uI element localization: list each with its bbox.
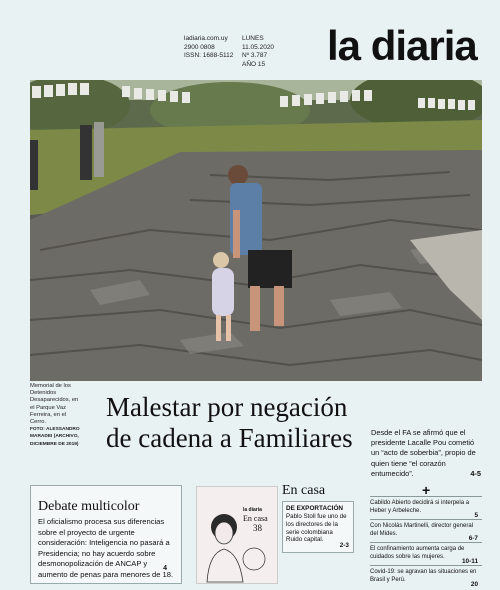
lede-text: Desde el FA se afirmó que el presidente Lacalle Pou cometió un “acto de soberbia”, propio de quien tiene “el corazón entumecido”. xyxy=(371,428,476,478)
date: 11.05.2020 xyxy=(242,43,275,51)
weekday: LUNES xyxy=(242,35,264,42)
index-item[interactable] xyxy=(370,542,482,566)
main-headline[interactable]: Malestar por negación de cadena a Familiares xyxy=(106,392,353,453)
site-url: ladiaria.com.uy xyxy=(184,35,228,42)
photo-credit: FOTO: ALESSANDRO MARADEI (ARCHIVO, DICIEMBRE DE 2019) xyxy=(30,427,80,447)
photo-caption xyxy=(30,383,82,448)
encasa-desc: Pablo Stoll fue uno de los directores de la serie colombiana Ruido capital. xyxy=(286,513,347,544)
encasa-kicker: DE EXPORTACIÓN xyxy=(286,505,344,512)
caption-text: Memorial de los Detenidos Desaparecidos, en el Parque Vaz Ferreira, en el Cerro. xyxy=(30,383,79,426)
debate-title: Debate multicolor xyxy=(38,499,140,514)
cover-number: 38 xyxy=(253,523,262,533)
encasa-box[interactable] xyxy=(282,501,354,553)
plus-icon: + xyxy=(422,482,431,498)
index-item[interactable] xyxy=(370,519,482,543)
index-text: El confinamiento aumenta carga de cuidados sobre las mujeres. xyxy=(370,546,465,560)
masthead-contact xyxy=(184,35,233,61)
index-text: Con Nicolás Martinelli, director general del Mides. xyxy=(370,523,474,537)
main-photo xyxy=(30,80,482,381)
cover-title: En casa xyxy=(243,514,268,523)
encasa-cover[interactable] xyxy=(196,486,278,584)
index-page: 6-7 xyxy=(468,535,478,543)
index-text: Covid-19: se agravan las situaciones en Brasil y Perú. xyxy=(370,569,477,583)
issue-number: Nº 3.787 xyxy=(242,52,268,60)
cover-portrait-illustration xyxy=(197,487,277,583)
phone: 2900 0808 xyxy=(184,43,215,51)
index-page: 20 xyxy=(470,581,478,589)
index-page: 5 xyxy=(474,512,478,520)
index-item[interactable] xyxy=(370,496,482,520)
index-page: 10-11 xyxy=(462,558,478,566)
masthead-date xyxy=(242,35,274,69)
debate-box[interactable] xyxy=(30,485,182,584)
lede-pages: 4-5 xyxy=(470,468,481,478)
memorial-photo-illustration xyxy=(30,80,482,381)
encasa-pages: 2-3 xyxy=(339,542,349,549)
index-text: Cabildo Abierto decidirá si interpela a Heber y Arbeleche. xyxy=(370,500,470,514)
year: AÑO 15 xyxy=(242,60,266,68)
cover-brand: la diaria xyxy=(243,507,262,513)
index-item[interactable] xyxy=(370,565,482,589)
debate-body: El oficialismo procesa sus diferencias sobre el proyecto de urgente consideración: Inteligencia no pasará a Presidencia; no hay acuerdo sobre desmonopolización de ANCAP y aumento de penas para menores de 18. xyxy=(38,517,174,579)
newspaper-logo: la diaria xyxy=(327,22,477,69)
encasa-title[interactable]: En casa xyxy=(282,483,326,498)
debate-page: 4 xyxy=(163,565,167,572)
issn: ISSN: 1688-5112 xyxy=(184,52,234,60)
headline-lede xyxy=(371,428,481,479)
